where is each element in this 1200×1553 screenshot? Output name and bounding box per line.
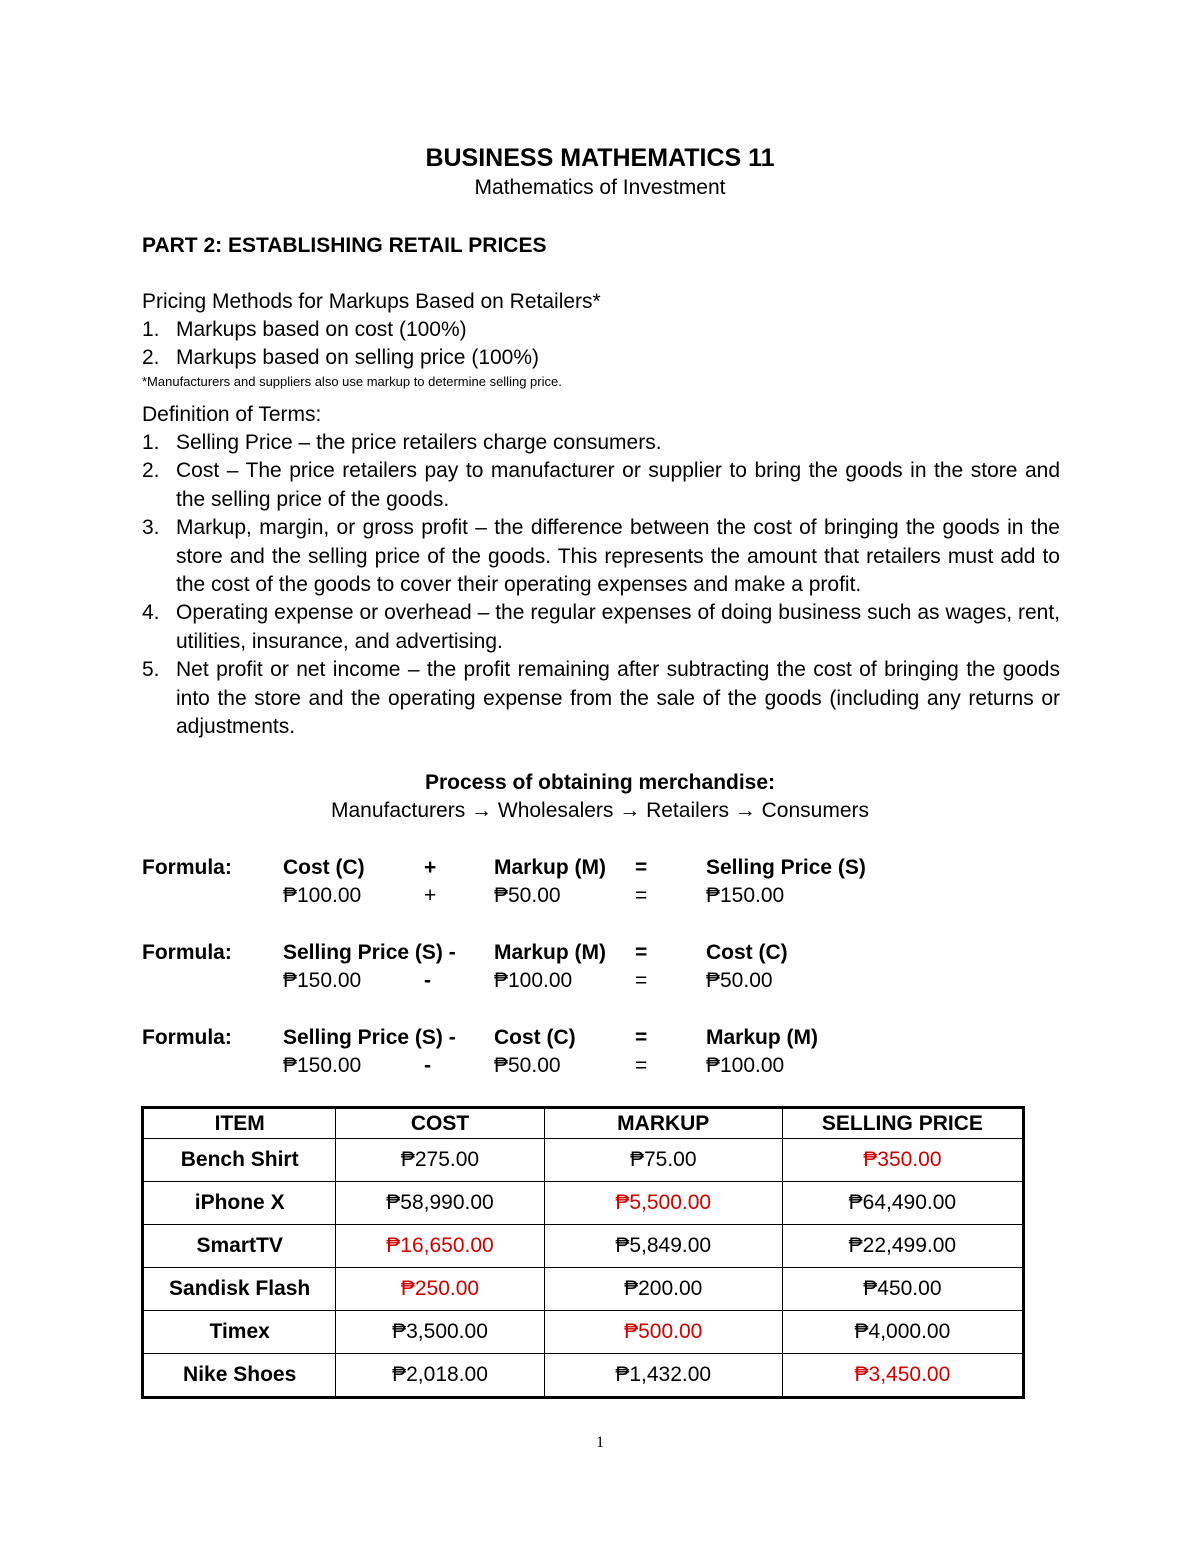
formula-term-b: Markup (M) xyxy=(494,856,606,879)
list-text: Markups based on cost (100%) xyxy=(176,318,467,341)
list-item xyxy=(142,656,1060,741)
cell-item: Sandisk Flash xyxy=(143,1268,336,1311)
pricing-list xyxy=(142,316,1060,373)
page-number: 1 xyxy=(596,1434,604,1451)
list-number: 1. xyxy=(142,431,160,454)
cell-item: Timex xyxy=(143,1311,336,1354)
cell-cost: ₱250.00 xyxy=(336,1268,544,1311)
list-text: Cost – The price retailers pay to manufacturer or supplier to bring the goods in the store and the selling price of the goods. xyxy=(176,459,1060,511)
formula-term-b: Cost (C) xyxy=(494,1026,576,1049)
formula-equals: = xyxy=(635,941,648,964)
cell-markup: ₱1,432.00 xyxy=(544,1354,782,1398)
list-item xyxy=(142,344,1060,372)
formula-label: Formula: xyxy=(142,856,232,879)
pricing-heading: Pricing Methods for Markups Based on Retailers* xyxy=(142,290,601,313)
definitions-heading: Definition of Terms: xyxy=(142,403,322,426)
cell-selling-price: ₱450.00 xyxy=(782,1268,1023,1311)
header-item: ITEM xyxy=(143,1108,336,1139)
list-number: 4. xyxy=(142,601,160,625)
list-number: 1. xyxy=(142,318,160,341)
list-number: 5. xyxy=(142,658,160,682)
formula-block-2 xyxy=(0,939,1200,999)
list-item xyxy=(142,599,1060,656)
list-item xyxy=(142,514,1060,599)
list-text: Net profit or net income – the profit remaining after subtracting the cost of bringing the goods into the store and the operating expense from the sale of the goods (including any returns or adjustments. xyxy=(176,658,1060,739)
cell-item: SmartTV xyxy=(143,1225,336,1268)
cell-cost: ₱3,500.00 xyxy=(336,1311,544,1354)
formula-equals: = xyxy=(635,1026,648,1049)
formula-label: Formula: xyxy=(142,941,232,964)
list-number: 2. xyxy=(142,346,160,370)
document-title: BUSINESS MATHEMATICS 11 xyxy=(425,144,775,172)
cell-cost: ₱58,990.00 xyxy=(336,1182,544,1225)
formula-operator: + xyxy=(424,856,437,879)
cell-markup: ₱75.00 xyxy=(544,1139,782,1182)
formula-value-equals: = xyxy=(635,884,648,907)
list-number: 3. xyxy=(142,516,160,540)
list-item xyxy=(142,429,1060,457)
cell-markup: ₱200.00 xyxy=(544,1268,782,1311)
cell-item: iPhone X xyxy=(143,1182,336,1225)
formula-label: Formula: xyxy=(142,1026,232,1049)
header-selling-price: SELLING PRICE xyxy=(782,1108,1023,1139)
list-text: Markup, margin, or gross profit – the difference between the cost of bringing the goods in the store and the selling price of the goods. This represents the amount that retailers must add to the cost of the goods to cover their operating expenses and make a profit. xyxy=(176,516,1060,597)
formula-term-a: Selling Price (S) - xyxy=(283,941,456,964)
header-markup: MARKUP xyxy=(544,1108,782,1139)
part-title: PART 2: ESTABLISHING RETAIL PRICES xyxy=(142,234,547,257)
table-row xyxy=(143,1311,1024,1354)
formula-value-equals: = xyxy=(635,969,648,992)
cell-selling-price: ₱64,490.00 xyxy=(782,1182,1023,1225)
formula-block-1 xyxy=(0,854,1200,914)
list-text: Operating expense or overhead – the regular expenses of doing business such as wages, rent, utilities, insurance, and advertising. xyxy=(176,601,1060,653)
definitions-list xyxy=(142,429,1060,741)
list-item xyxy=(142,457,1060,514)
pricing-table xyxy=(141,1106,1025,1399)
formula-result: Cost (C) xyxy=(706,941,788,964)
list-text: Selling Price – the price retailers charge consumers. xyxy=(176,431,662,454)
cell-cost: ₱16,650.00 xyxy=(336,1225,544,1268)
formula-value-b: ₱50.00 xyxy=(494,1054,561,1077)
formula-equals: = xyxy=(635,856,648,879)
cell-selling-price: ₱350.00 xyxy=(782,1139,1023,1182)
formula-value-result: ₱150.00 xyxy=(706,884,785,907)
list-text: Markups based on selling price (100%) xyxy=(176,346,540,370)
cell-cost: ₱2,018.00 xyxy=(336,1354,544,1398)
cell-selling-price: ₱4,000.00 xyxy=(782,1311,1023,1354)
cell-markup: ₱5,500.00 xyxy=(544,1182,782,1225)
pricing-footnote: *Manufacturers and suppliers also use markup to determine selling price. xyxy=(142,374,562,389)
table-row xyxy=(143,1225,1024,1268)
formula-block-3 xyxy=(0,1024,1200,1084)
cell-item: Bench Shirt xyxy=(143,1139,336,1182)
cell-selling-price: ₱3,450.00 xyxy=(782,1354,1023,1398)
table-row xyxy=(143,1139,1024,1182)
header-cost: COST xyxy=(336,1108,544,1139)
formula-value-a: ₱100.00 xyxy=(283,884,362,907)
list-number: 2. xyxy=(142,459,160,483)
cell-markup: ₱500.00 xyxy=(544,1311,782,1354)
formula-term-a: Selling Price (S) - xyxy=(283,1026,456,1049)
cell-cost: ₱275.00 xyxy=(336,1139,544,1182)
formula-result: Markup (M) xyxy=(706,1026,818,1049)
table-row xyxy=(143,1354,1024,1398)
cell-item: Nike Shoes xyxy=(143,1354,336,1398)
formula-value-operator: - xyxy=(424,969,431,992)
formula-result: Selling Price (S) xyxy=(706,856,866,879)
list-item xyxy=(142,316,1060,344)
process-heading: Process of obtaining merchandise: xyxy=(424,771,776,794)
formula-value-operator: + xyxy=(424,884,437,907)
formula-value-a: ₱150.00 xyxy=(283,969,362,992)
table-row xyxy=(143,1182,1024,1225)
formula-value-operator: - xyxy=(424,1054,431,1077)
process-flow: Manufacturers → Wholesalers → Retailers → Consumers xyxy=(330,799,869,822)
cell-selling-price: ₱22,499.00 xyxy=(782,1225,1023,1268)
document-subtitle: Mathematics of Investment xyxy=(474,176,726,199)
formula-value-b: ₱100.00 xyxy=(494,969,573,992)
formula-value-result: ₱50.00 xyxy=(706,969,773,992)
formula-value-result: ₱100.00 xyxy=(706,1054,785,1077)
formula-term-b: Markup (M) xyxy=(494,941,606,964)
formula-value-equals: = xyxy=(635,1054,648,1077)
formula-value-a: ₱150.00 xyxy=(283,1054,362,1077)
formula-term-a: Cost (C) xyxy=(283,856,365,879)
cell-markup: ₱5,849.00 xyxy=(544,1225,782,1268)
formula-value-b: ₱50.00 xyxy=(494,884,561,907)
table-row xyxy=(143,1268,1024,1311)
table-header-row xyxy=(143,1108,1024,1139)
